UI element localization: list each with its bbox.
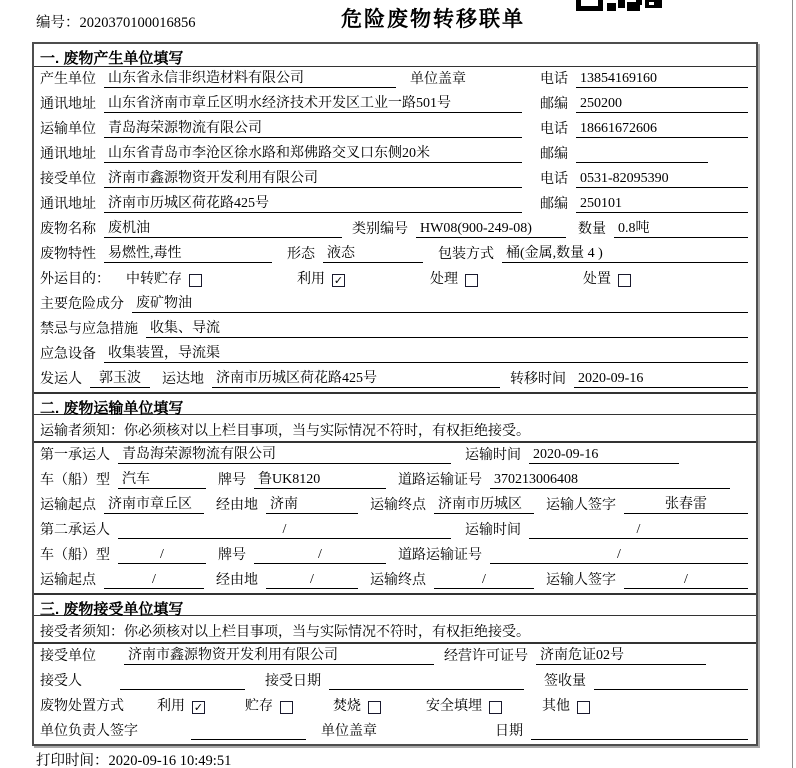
checkbox-treat — [465, 274, 478, 287]
receiver-notice: 接受者须知：你必须核对以上栏目事项，当与实际情况不符时，有权拒绝接受。 — [34, 616, 756, 644]
row-first-carrier — [34, 443, 756, 468]
transport-address-value: 山东省青岛市李沧区徐水路和郑佛路交叉口东侧20米 — [104, 146, 522, 163]
recipient-label: 接受人 — [40, 674, 82, 689]
row-producer-unit — [34, 67, 756, 92]
address-label: 通讯地址 — [40, 97, 96, 112]
row-second-route — [34, 568, 756, 593]
transporter-notice: 运输者须知：你必须核对以上栏目事项，当与实际情况不符时，有权拒绝接受。 — [34, 415, 756, 443]
address-label: 通讯地址 — [40, 147, 96, 162]
disposal-option-label: 其他 — [542, 699, 570, 714]
row-transport-address — [34, 142, 756, 167]
transport-time-label: 运输时间 — [465, 448, 521, 463]
purpose-option-label: 中转贮存 — [126, 272, 182, 287]
transport-zip-value — [576, 147, 708, 163]
transport-phone-value: 18661672606 — [576, 121, 748, 138]
producer-phone-value: 13854169160 — [576, 71, 748, 88]
emergency-equipment-label: 应急设备 — [40, 347, 96, 362]
via-label: 经由地 — [216, 498, 258, 513]
row-outbound-purpose — [34, 267, 756, 292]
phone-label: 电话 — [540, 172, 568, 187]
first-road-permit-value: 370213006408 — [490, 472, 730, 489]
first-via-value: 济南 — [266, 497, 358, 514]
first-carrier-value: 青岛海荣源物流有限公司 — [118, 447, 451, 464]
endpoint-label: 运输终点 — [370, 573, 426, 588]
packing-value: 桶(金属,数量 4 ) — [502, 246, 748, 263]
receiver-unit-value: 济南市鑫源物资开发利用有限公司 — [104, 171, 522, 188]
taboo-measures-label: 禁忌与应急措施 — [40, 322, 138, 337]
row-receiver-address — [34, 192, 756, 217]
first-carrier-label: 第一承运人 — [40, 448, 110, 463]
transfer-time-label: 转移时间 — [510, 372, 566, 387]
checkbox-disposal-other — [577, 701, 590, 714]
row-first-route — [34, 493, 756, 518]
disposal-option-label: 贮存 — [245, 699, 273, 714]
second-origin-value: / — [104, 572, 204, 589]
row-taboo-measures — [34, 317, 756, 342]
receiver-unit-label: 接受单位 — [40, 172, 96, 187]
row-waste-name — [34, 217, 756, 242]
page-edge-divider — [792, 0, 793, 768]
transport-time-label: 运输时间 — [465, 523, 521, 538]
row-producer-address — [34, 92, 756, 117]
transport-unit-label: 运输单位 — [40, 122, 96, 137]
shipper-value: 郭玉波 — [90, 371, 150, 388]
phone-label: 电话 — [540, 122, 568, 137]
disposal-method-label: 废物处置方式 — [40, 699, 124, 714]
category-code-value: HW08(900-249-08) — [416, 221, 566, 238]
plate-number-label: 牌号 — [218, 473, 246, 488]
category-code-label: 类别编号 — [352, 222, 408, 237]
producer-address-value: 山东省济南市章丘区明水经济技术开发区工业一路501号 — [104, 96, 522, 113]
disposal-option-other — [542, 699, 590, 715]
document-header — [0, 0, 796, 42]
accept-date-value — [329, 674, 524, 690]
second-transport-time-value: / — [529, 522, 748, 539]
transport-unit-value: 青岛海荣源物流有限公司 — [104, 121, 522, 138]
checkbox-utilize: ✓ — [333, 273, 344, 287]
row-first-vehicle — [34, 468, 756, 493]
print-time — [36, 749, 231, 768]
first-endpoint-value: 济南市历城区 — [434, 497, 534, 514]
form-value: 液态 — [323, 246, 423, 263]
accept-date-label: 接受日期 — [265, 674, 321, 689]
first-transport-time-value: 2020-09-16 — [529, 447, 679, 464]
purpose-option-label: 处理 — [430, 272, 458, 287]
license-number-label: 经营许可证号 — [444, 649, 528, 664]
disposal-option-store — [245, 699, 293, 715]
disposal-option-utilize — [157, 699, 205, 715]
second-carrier-label: 第二承运人 — [40, 523, 110, 538]
row-shipper — [34, 367, 756, 392]
row-hazard-components — [34, 292, 756, 317]
first-transporter-signature-value: 张春雷 — [624, 497, 748, 514]
disposal-option-label: 焚烧 — [333, 699, 361, 714]
row-waste-traits — [34, 242, 756, 267]
second-via-value: / — [266, 572, 358, 589]
waste-traits-value: 易燃性,毒性 — [104, 246, 272, 263]
phone-label: 电话 — [540, 72, 568, 87]
vehicle-type-label: 车（船）型 — [40, 473, 110, 488]
document-number-label: 编号： — [36, 15, 80, 31]
road-permit-label: 道路运输证号 — [398, 473, 482, 488]
purpose-option-transfer-storage — [126, 272, 202, 288]
second-road-permit-value: / — [490, 547, 748, 564]
waste-traits-label: 废物特性 — [40, 247, 96, 262]
license-number-value: 济南危证02号 — [536, 648, 706, 665]
packing-label: 包装方式 — [438, 247, 494, 262]
section-2-title: 二. 废物运输单位填写 — [34, 392, 756, 415]
head-signature-label: 单位负责人签字 — [40, 724, 138, 739]
first-vehicle-type-value: 汽车 — [118, 472, 206, 489]
first-plate-number-value: 鲁UK8120 — [254, 472, 386, 489]
date-label: 日期 — [495, 724, 523, 739]
manifest-form-table — [32, 42, 758, 746]
via-label: 经由地 — [216, 573, 258, 588]
row-accepting-unit — [34, 644, 756, 669]
shipper-label: 发运人 — [40, 372, 82, 387]
print-time-label: 打印时间： — [36, 753, 109, 768]
row-receiver-unit — [34, 167, 756, 192]
second-endpoint-value: / — [434, 572, 534, 589]
endpoint-label: 运输终点 — [370, 498, 426, 513]
purpose-option-label: 利用 — [297, 272, 325, 287]
receiver-zip-value: 250101 — [576, 196, 748, 213]
head-signature-value — [191, 724, 306, 740]
address-label: 通讯地址 — [40, 197, 96, 212]
origin-label: 运输起点 — [40, 498, 96, 513]
emergency-equipment-value: 收集装置，导流渠 — [104, 346, 748, 363]
disposal-option-label: 利用 — [157, 699, 185, 714]
disposal-option-landfill — [426, 699, 502, 715]
row-second-carrier — [34, 518, 756, 543]
page-title: 危险废物转移联单 — [341, 8, 525, 31]
road-permit-label: 道路运输证号 — [398, 548, 482, 563]
date-value — [531, 724, 748, 740]
second-vehicle-type-value: / — [118, 547, 206, 564]
disposal-option-incinerate — [333, 699, 381, 715]
received-quantity-label: 签收量 — [544, 674, 586, 689]
first-origin-value: 济南市章丘区 — [104, 497, 204, 514]
document-number-value: 2020370100016856 — [79, 15, 196, 31]
zip-label: 邮编 — [540, 197, 568, 212]
transporter-signature-label: 运输人签字 — [546, 573, 616, 588]
print-time-value: 2020-09-16 10:49:51 — [108, 753, 232, 768]
purpose-option-dispose — [583, 272, 631, 288]
form-label: 形态 — [287, 247, 315, 262]
receiver-phone-value: 0531-82095390 — [576, 171, 748, 188]
destination-label: 运达地 — [162, 372, 204, 387]
disposal-option-label: 安全填埋 — [426, 699, 482, 714]
second-carrier-value: / — [118, 522, 451, 539]
purpose-option-label: 处置 — [583, 272, 611, 287]
checkbox-disposal-store — [280, 701, 293, 714]
checkbox-dispose — [618, 274, 631, 287]
second-plate-number-value: / — [254, 547, 386, 564]
transporter-signature-label: 运输人签字 — [546, 498, 616, 513]
hazard-components-value: 废矿物油 — [132, 296, 748, 313]
qr-code-fragment-icon — [576, 0, 662, 11]
checkbox-disposal-incinerate — [368, 701, 381, 714]
accepting-unit-value: 济南市鑫源物资开发利用有限公司 — [124, 648, 434, 665]
row-transport-unit — [34, 117, 756, 142]
quantity-label: 数量 — [578, 222, 606, 237]
recipient-value — [120, 674, 245, 690]
waste-name-value: 废机油 — [104, 221, 342, 238]
origin-label: 运输起点 — [40, 573, 96, 588]
section-1-title: 一. 废物产生单位填写 — [34, 44, 756, 67]
checkbox-disposal-landfill — [489, 701, 502, 714]
row-disposal-method — [34, 694, 756, 719]
producer-unit-value: 山东省永信非织造材料有限公司 — [104, 71, 396, 88]
producer-zip-value: 250200 — [576, 96, 748, 113]
taboo-measures-value: 收集、导流 — [146, 321, 748, 338]
accepting-unit-label: 接受单位 — [40, 649, 96, 664]
outbound-purpose-label: 外运目的： — [40, 272, 110, 287]
transfer-time-value: 2020-09-16 — [574, 371, 748, 388]
producer-unit-label: 产生单位 — [40, 72, 96, 87]
received-quantity-value — [594, 674, 748, 690]
quantity-value: 0.8吨 — [614, 221, 748, 238]
zip-label: 邮编 — [540, 97, 568, 112]
purpose-option-treat — [430, 272, 478, 288]
destination-value: 济南市历城区荷花路425号 — [212, 371, 500, 388]
second-transporter-signature-value: / — [624, 572, 748, 589]
row-second-vehicle — [34, 543, 756, 568]
checkbox-transfer-storage — [189, 274, 202, 287]
vehicle-type-label: 车（船）型 — [40, 548, 110, 563]
purpose-option-utilize — [297, 272, 345, 288]
plate-number-label: 牌号 — [218, 548, 246, 563]
zip-label: 邮编 — [540, 147, 568, 162]
row-recipient — [34, 669, 756, 694]
section-3-title: 三. 废物接受单位填写 — [34, 593, 756, 616]
receiver-address-value: 济南市历城区荷花路425号 — [104, 196, 522, 213]
hazard-components-label: 主要危险成分 — [40, 297, 124, 312]
unit-seal-label: 单位盖章 — [321, 724, 377, 739]
unit-seal-label: 单位盖章 — [410, 72, 466, 87]
row-emergency-equipment — [34, 342, 756, 367]
row-head-signature — [34, 719, 756, 744]
waste-name-label: 废物名称 — [40, 222, 96, 237]
checkbox-disposal-utilize: ✓ — [193, 700, 204, 714]
